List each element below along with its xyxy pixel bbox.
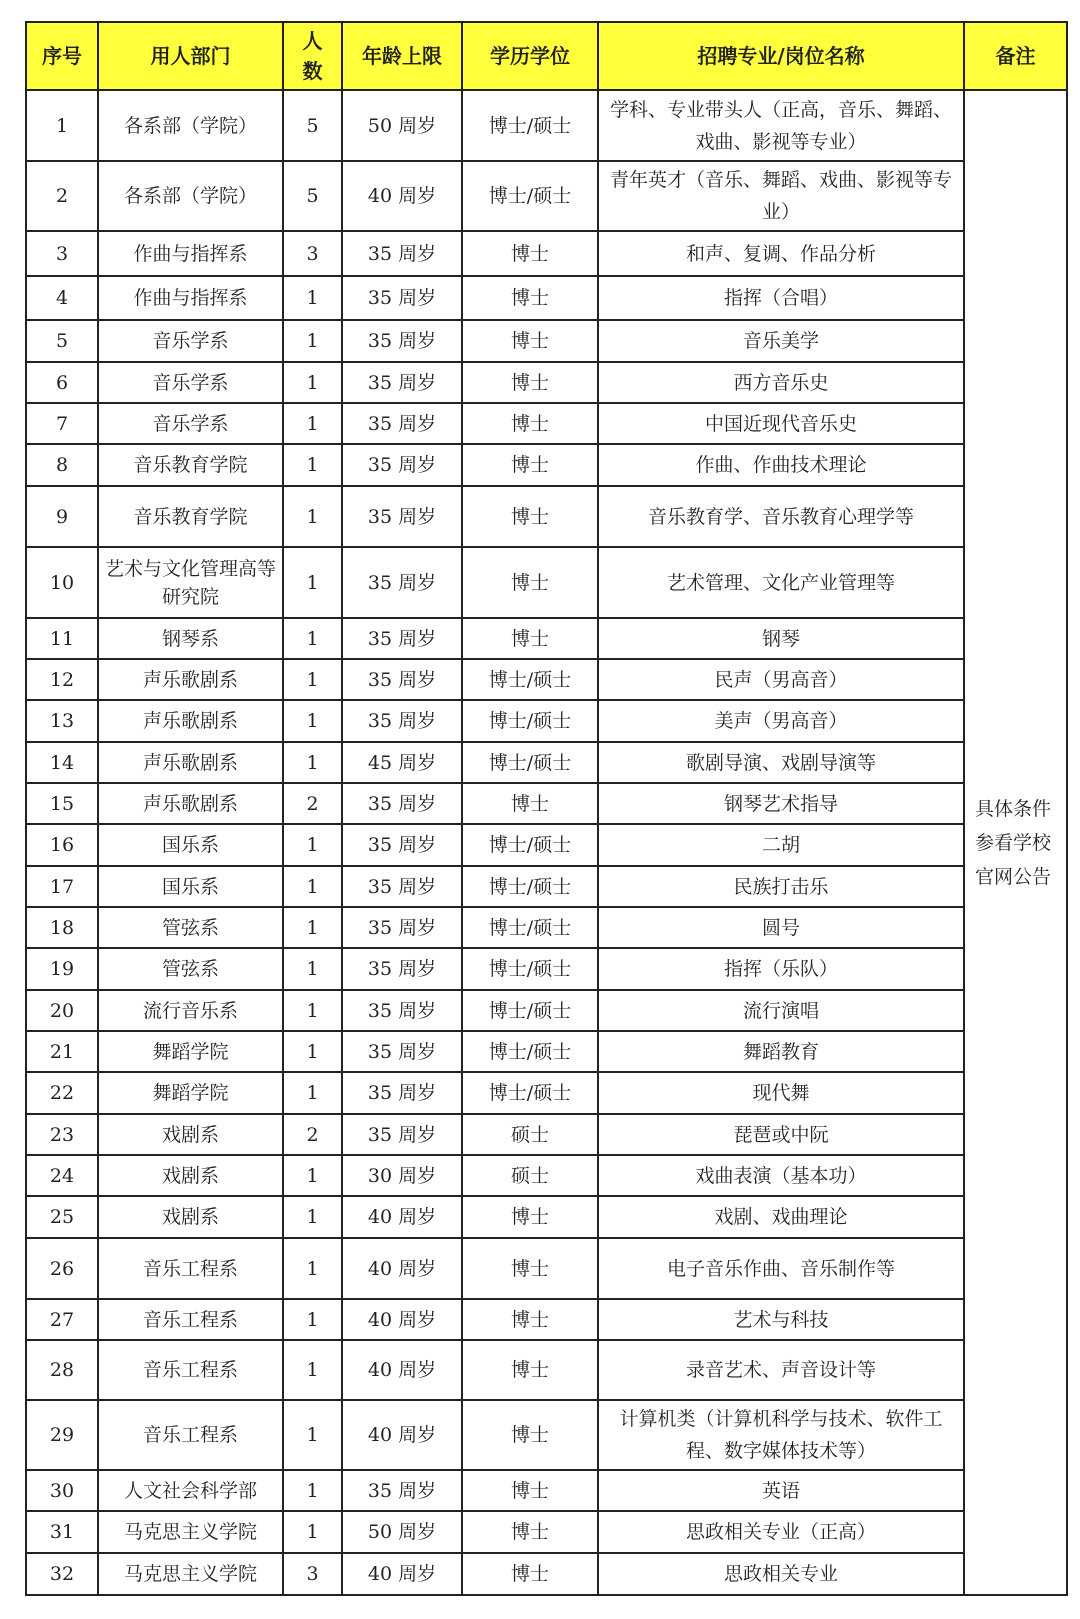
cell-age-limit: 35 周岁 [342, 231, 462, 276]
cell-count: 1 [283, 1031, 342, 1072]
table-row [26, 824, 1067, 866]
table-row [26, 1340, 1067, 1400]
cell-degree: 博士/硕士 [462, 1072, 598, 1114]
cell-degree: 博士/硕士 [462, 824, 598, 866]
cell-position: 戏曲表演（基本功） [598, 1155, 964, 1196]
table-row [26, 1155, 1067, 1196]
cell-department: 舞蹈学院 [98, 1031, 283, 1072]
cell-degree: 博士 [462, 1299, 598, 1340]
header-remark: 备注 [964, 22, 1067, 90]
cell-department: 各系部（学院） [98, 90, 283, 161]
cell-position: 音乐美学 [598, 320, 964, 362]
cell-seq: 30 [26, 1470, 98, 1511]
cell-position: 琵琶或中阮 [598, 1114, 964, 1155]
cell-count: 1 [283, 1299, 342, 1340]
cell-age-limit: 40 周岁 [342, 1340, 462, 1400]
cell-seq: 11 [26, 618, 98, 659]
cell-age-limit: 35 周岁 [342, 547, 462, 618]
header-row [26, 22, 1067, 90]
table-row [26, 742, 1067, 783]
cell-degree: 硕士 [462, 1155, 598, 1196]
cell-department: 作曲与指挥系 [98, 276, 283, 320]
cell-department: 国乐系 [98, 866, 283, 907]
table-row [26, 90, 1067, 161]
cell-position: 和声、复调、作品分析 [598, 231, 964, 276]
cell-seq: 4 [26, 276, 98, 320]
cell-seq: 13 [26, 700, 98, 742]
table-row [26, 403, 1067, 444]
cell-age-limit: 40 周岁 [342, 1553, 462, 1595]
table-row [26, 659, 1067, 700]
table-row [26, 948, 1067, 990]
table-row [26, 990, 1067, 1031]
cell-seq: 21 [26, 1031, 98, 1072]
cell-degree: 硕士 [462, 1114, 598, 1155]
cell-position: 指挥（合唱） [598, 276, 964, 320]
cell-department: 音乐工程系 [98, 1340, 283, 1400]
cell-degree: 博士 [462, 1470, 598, 1511]
cell-position: 现代舞 [598, 1072, 964, 1114]
table-row [26, 276, 1067, 320]
cell-position: 英语 [598, 1470, 964, 1511]
cell-seq: 10 [26, 547, 98, 618]
cell-degree: 博士 [462, 231, 598, 276]
cell-department: 马克思主义学院 [98, 1553, 283, 1595]
cell-position: 二胡 [598, 824, 964, 866]
cell-position: 青年英才（音乐、舞蹈、戏曲、影视等专业） [598, 161, 964, 231]
cell-position: 指挥（乐队） [598, 948, 964, 990]
table-row [26, 1553, 1067, 1595]
cell-degree: 博士 [462, 320, 598, 362]
cell-seq: 26 [26, 1238, 98, 1299]
cell-count: 1 [283, 362, 342, 403]
cell-position: 西方音乐史 [598, 362, 964, 403]
cell-position: 民族打击乐 [598, 866, 964, 907]
table-row [26, 1299, 1067, 1340]
cell-department: 戏剧系 [98, 1155, 283, 1196]
cell-degree: 博士/硕士 [462, 1031, 598, 1072]
cell-department: 音乐教育学院 [98, 486, 283, 547]
cell-degree: 博士/硕士 [462, 659, 598, 700]
cell-department: 艺术与文化管理高等研究院 [98, 547, 283, 618]
cell-department: 音乐学系 [98, 403, 283, 444]
table-row [26, 783, 1067, 824]
cell-position: 作曲、作曲技术理论 [598, 444, 964, 486]
cell-position: 音乐教育学、音乐教育心理学等 [598, 486, 964, 547]
cell-seq: 14 [26, 742, 98, 783]
table-row [26, 618, 1067, 659]
table-row [26, 161, 1067, 231]
table-row [26, 231, 1067, 276]
cell-seq: 20 [26, 990, 98, 1031]
cell-count: 1 [283, 907, 342, 948]
cell-count: 1 [283, 866, 342, 907]
cell-count: 1 [283, 824, 342, 866]
cell-count: 1 [283, 486, 342, 547]
cell-department: 流行音乐系 [98, 990, 283, 1031]
cell-department: 音乐学系 [98, 320, 283, 362]
cell-department: 音乐学系 [98, 362, 283, 403]
header-position: 招聘专业/岗位名称 [598, 22, 964, 90]
cell-department: 音乐工程系 [98, 1238, 283, 1299]
cell-age-limit: 35 周岁 [342, 1114, 462, 1155]
cell-seq: 32 [26, 1553, 98, 1595]
cell-seq: 2 [26, 161, 98, 231]
cell-count: 1 [283, 320, 342, 362]
table-row [26, 1511, 1067, 1553]
table-row [26, 444, 1067, 486]
cell-age-limit: 35 周岁 [342, 1031, 462, 1072]
remark-cell: 具体条件参看学校官网公告 [964, 90, 1067, 1595]
cell-department: 声乐歌剧系 [98, 742, 283, 783]
cell-age-limit: 35 周岁 [342, 783, 462, 824]
cell-age-limit: 35 周岁 [342, 866, 462, 907]
cell-age-limit: 35 周岁 [342, 486, 462, 547]
cell-position: 流行演唱 [598, 990, 964, 1031]
header-count: 人数 [283, 22, 342, 90]
cell-age-limit: 35 周岁 [342, 824, 462, 866]
cell-degree: 博士 [462, 1238, 598, 1299]
cell-age-limit: 35 周岁 [342, 444, 462, 486]
cell-department: 戏剧系 [98, 1114, 283, 1155]
cell-count: 1 [283, 403, 342, 444]
cell-count: 1 [283, 1072, 342, 1114]
table-row [26, 1400, 1067, 1470]
header-age-limit: 年龄上限 [342, 22, 462, 90]
cell-department: 作曲与指挥系 [98, 231, 283, 276]
table-row [26, 320, 1067, 362]
cell-position: 学科、专业带头人（正高，音乐、舞蹈、戏曲、影视等专业） [598, 90, 964, 161]
cell-seq: 27 [26, 1299, 98, 1340]
cell-age-limit: 40 周岁 [342, 1238, 462, 1299]
cell-department: 各系部（学院） [98, 161, 283, 231]
cell-count: 1 [283, 659, 342, 700]
cell-position: 美声（男高音） [598, 700, 964, 742]
cell-degree: 博士/硕士 [462, 866, 598, 907]
table-row [26, 1470, 1067, 1511]
cell-count: 3 [283, 231, 342, 276]
table-row [26, 362, 1067, 403]
cell-department: 国乐系 [98, 824, 283, 866]
cell-degree: 博士/硕士 [462, 948, 598, 990]
cell-seq: 9 [26, 486, 98, 547]
cell-age-limit: 35 周岁 [342, 403, 462, 444]
cell-degree: 博士/硕士 [462, 700, 598, 742]
cell-seq: 24 [26, 1155, 98, 1196]
cell-count: 5 [283, 161, 342, 231]
cell-department: 舞蹈学院 [98, 1072, 283, 1114]
table-row [26, 907, 1067, 948]
cell-count: 1 [283, 547, 342, 618]
cell-count: 1 [283, 618, 342, 659]
cell-degree: 博士 [462, 1400, 598, 1470]
cell-degree: 博士/硕士 [462, 742, 598, 783]
cell-position: 中国近现代音乐史 [598, 403, 964, 444]
cell-age-limit: 35 周岁 [342, 659, 462, 700]
cell-position: 艺术与科技 [598, 1299, 964, 1340]
cell-age-limit: 35 周岁 [342, 362, 462, 403]
table-row [26, 1031, 1067, 1072]
cell-position: 民声（男高音） [598, 659, 964, 700]
cell-seq: 18 [26, 907, 98, 948]
cell-department: 人文社会科学部 [98, 1470, 283, 1511]
cell-degree: 博士 [462, 618, 598, 659]
cell-age-limit: 45 周岁 [342, 742, 462, 783]
cell-department: 管弦系 [98, 907, 283, 948]
cell-position: 钢琴 [598, 618, 964, 659]
cell-age-limit: 40 周岁 [342, 1299, 462, 1340]
cell-degree: 博士 [462, 444, 598, 486]
table-row [26, 866, 1067, 907]
cell-position: 思政相关专业 [598, 1553, 964, 1595]
cell-degree: 博士 [462, 486, 598, 547]
header-department: 用人部门 [98, 22, 283, 90]
cell-seq: 3 [26, 231, 98, 276]
cell-age-limit: 50 周岁 [342, 1511, 462, 1553]
cell-age-limit: 35 周岁 [342, 700, 462, 742]
cell-age-limit: 35 周岁 [342, 948, 462, 990]
cell-degree: 博士 [462, 1340, 598, 1400]
cell-age-limit: 40 周岁 [342, 1400, 462, 1470]
cell-age-limit: 35 周岁 [342, 618, 462, 659]
cell-department: 音乐教育学院 [98, 444, 283, 486]
table-row [26, 700, 1067, 742]
cell-position: 歌剧导演、戏剧导演等 [598, 742, 964, 783]
recruitment-table [25, 21, 1068, 1596]
cell-count: 1 [283, 1470, 342, 1511]
cell-position: 舞蹈教育 [598, 1031, 964, 1072]
cell-count: 1 [283, 1400, 342, 1470]
cell-department: 音乐工程系 [98, 1299, 283, 1340]
cell-degree: 博士 [462, 403, 598, 444]
cell-department: 马克思主义学院 [98, 1511, 283, 1553]
cell-degree: 博士/硕士 [462, 161, 598, 231]
cell-count: 2 [283, 783, 342, 824]
cell-count: 1 [283, 1196, 342, 1238]
cell-seq: 12 [26, 659, 98, 700]
cell-count: 1 [283, 1238, 342, 1299]
table-row [26, 1114, 1067, 1155]
cell-seq: 15 [26, 783, 98, 824]
cell-seq: 8 [26, 444, 98, 486]
cell-degree: 博士 [462, 1553, 598, 1595]
cell-degree: 博士 [462, 276, 598, 320]
cell-department: 声乐歌剧系 [98, 659, 283, 700]
cell-count: 1 [283, 700, 342, 742]
cell-position: 艺术管理、文化产业管理等 [598, 547, 964, 618]
cell-count: 1 [283, 444, 342, 486]
table-row [26, 547, 1067, 618]
cell-position: 圆号 [598, 907, 964, 948]
cell-age-limit: 35 周岁 [342, 990, 462, 1031]
cell-age-limit: 40 周岁 [342, 1196, 462, 1238]
cell-department: 钢琴系 [98, 618, 283, 659]
header-seq: 序号 [26, 22, 98, 90]
cell-department: 声乐歌剧系 [98, 783, 283, 824]
cell-seq: 19 [26, 948, 98, 990]
cell-department: 管弦系 [98, 948, 283, 990]
cell-age-limit: 40 周岁 [342, 161, 462, 231]
table-row [26, 1196, 1067, 1238]
cell-count: 1 [283, 1511, 342, 1553]
cell-count: 1 [283, 990, 342, 1031]
cell-position: 计算机类（计算机科学与技术、软件工程、数字媒体技术等） [598, 1400, 964, 1470]
cell-age-limit: 35 周岁 [342, 1072, 462, 1114]
cell-degree: 博士/硕士 [462, 990, 598, 1031]
cell-position: 钢琴艺术指导 [598, 783, 964, 824]
header-degree: 学历学位 [462, 22, 598, 90]
cell-department: 戏剧系 [98, 1196, 283, 1238]
cell-seq: 29 [26, 1400, 98, 1470]
cell-count: 1 [283, 276, 342, 320]
cell-department: 音乐工程系 [98, 1400, 283, 1470]
cell-count: 1 [283, 1155, 342, 1196]
cell-seq: 17 [26, 866, 98, 907]
cell-degree: 博士 [462, 1196, 598, 1238]
cell-degree: 博士 [462, 783, 598, 824]
cell-degree: 博士 [462, 1511, 598, 1553]
cell-count: 1 [283, 948, 342, 990]
cell-age-limit: 35 周岁 [342, 907, 462, 948]
cell-seq: 16 [26, 824, 98, 866]
cell-seq: 22 [26, 1072, 98, 1114]
cell-age-limit: 35 周岁 [342, 276, 462, 320]
table-row [26, 486, 1067, 547]
cell-seq: 28 [26, 1340, 98, 1400]
cell-count: 2 [283, 1114, 342, 1155]
cell-count: 1 [283, 1340, 342, 1400]
cell-seq: 23 [26, 1114, 98, 1155]
cell-seq: 6 [26, 362, 98, 403]
cell-age-limit: 35 周岁 [342, 320, 462, 362]
cell-seq: 7 [26, 403, 98, 444]
cell-seq: 1 [26, 90, 98, 161]
cell-position: 思政相关专业（正高） [598, 1511, 964, 1553]
cell-age-limit: 50 周岁 [342, 90, 462, 161]
cell-degree: 博士/硕士 [462, 90, 598, 161]
cell-age-limit: 30 周岁 [342, 1155, 462, 1196]
cell-position: 电子音乐作曲、音乐制作等 [598, 1238, 964, 1299]
cell-department: 声乐歌剧系 [98, 700, 283, 742]
table-row [26, 1238, 1067, 1299]
cell-degree: 博士/硕士 [462, 907, 598, 948]
cell-seq: 25 [26, 1196, 98, 1238]
table-row [26, 1072, 1067, 1114]
cell-count: 3 [283, 1553, 342, 1595]
cell-seq: 31 [26, 1511, 98, 1553]
cell-count: 5 [283, 90, 342, 161]
cell-position: 录音艺术、声音设计等 [598, 1340, 964, 1400]
cell-degree: 博士 [462, 547, 598, 618]
cell-age-limit: 35 周岁 [342, 1470, 462, 1511]
cell-position: 戏剧、戏曲理论 [598, 1196, 964, 1238]
cell-degree: 博士 [462, 362, 598, 403]
cell-seq: 5 [26, 320, 98, 362]
cell-count: 1 [283, 742, 342, 783]
